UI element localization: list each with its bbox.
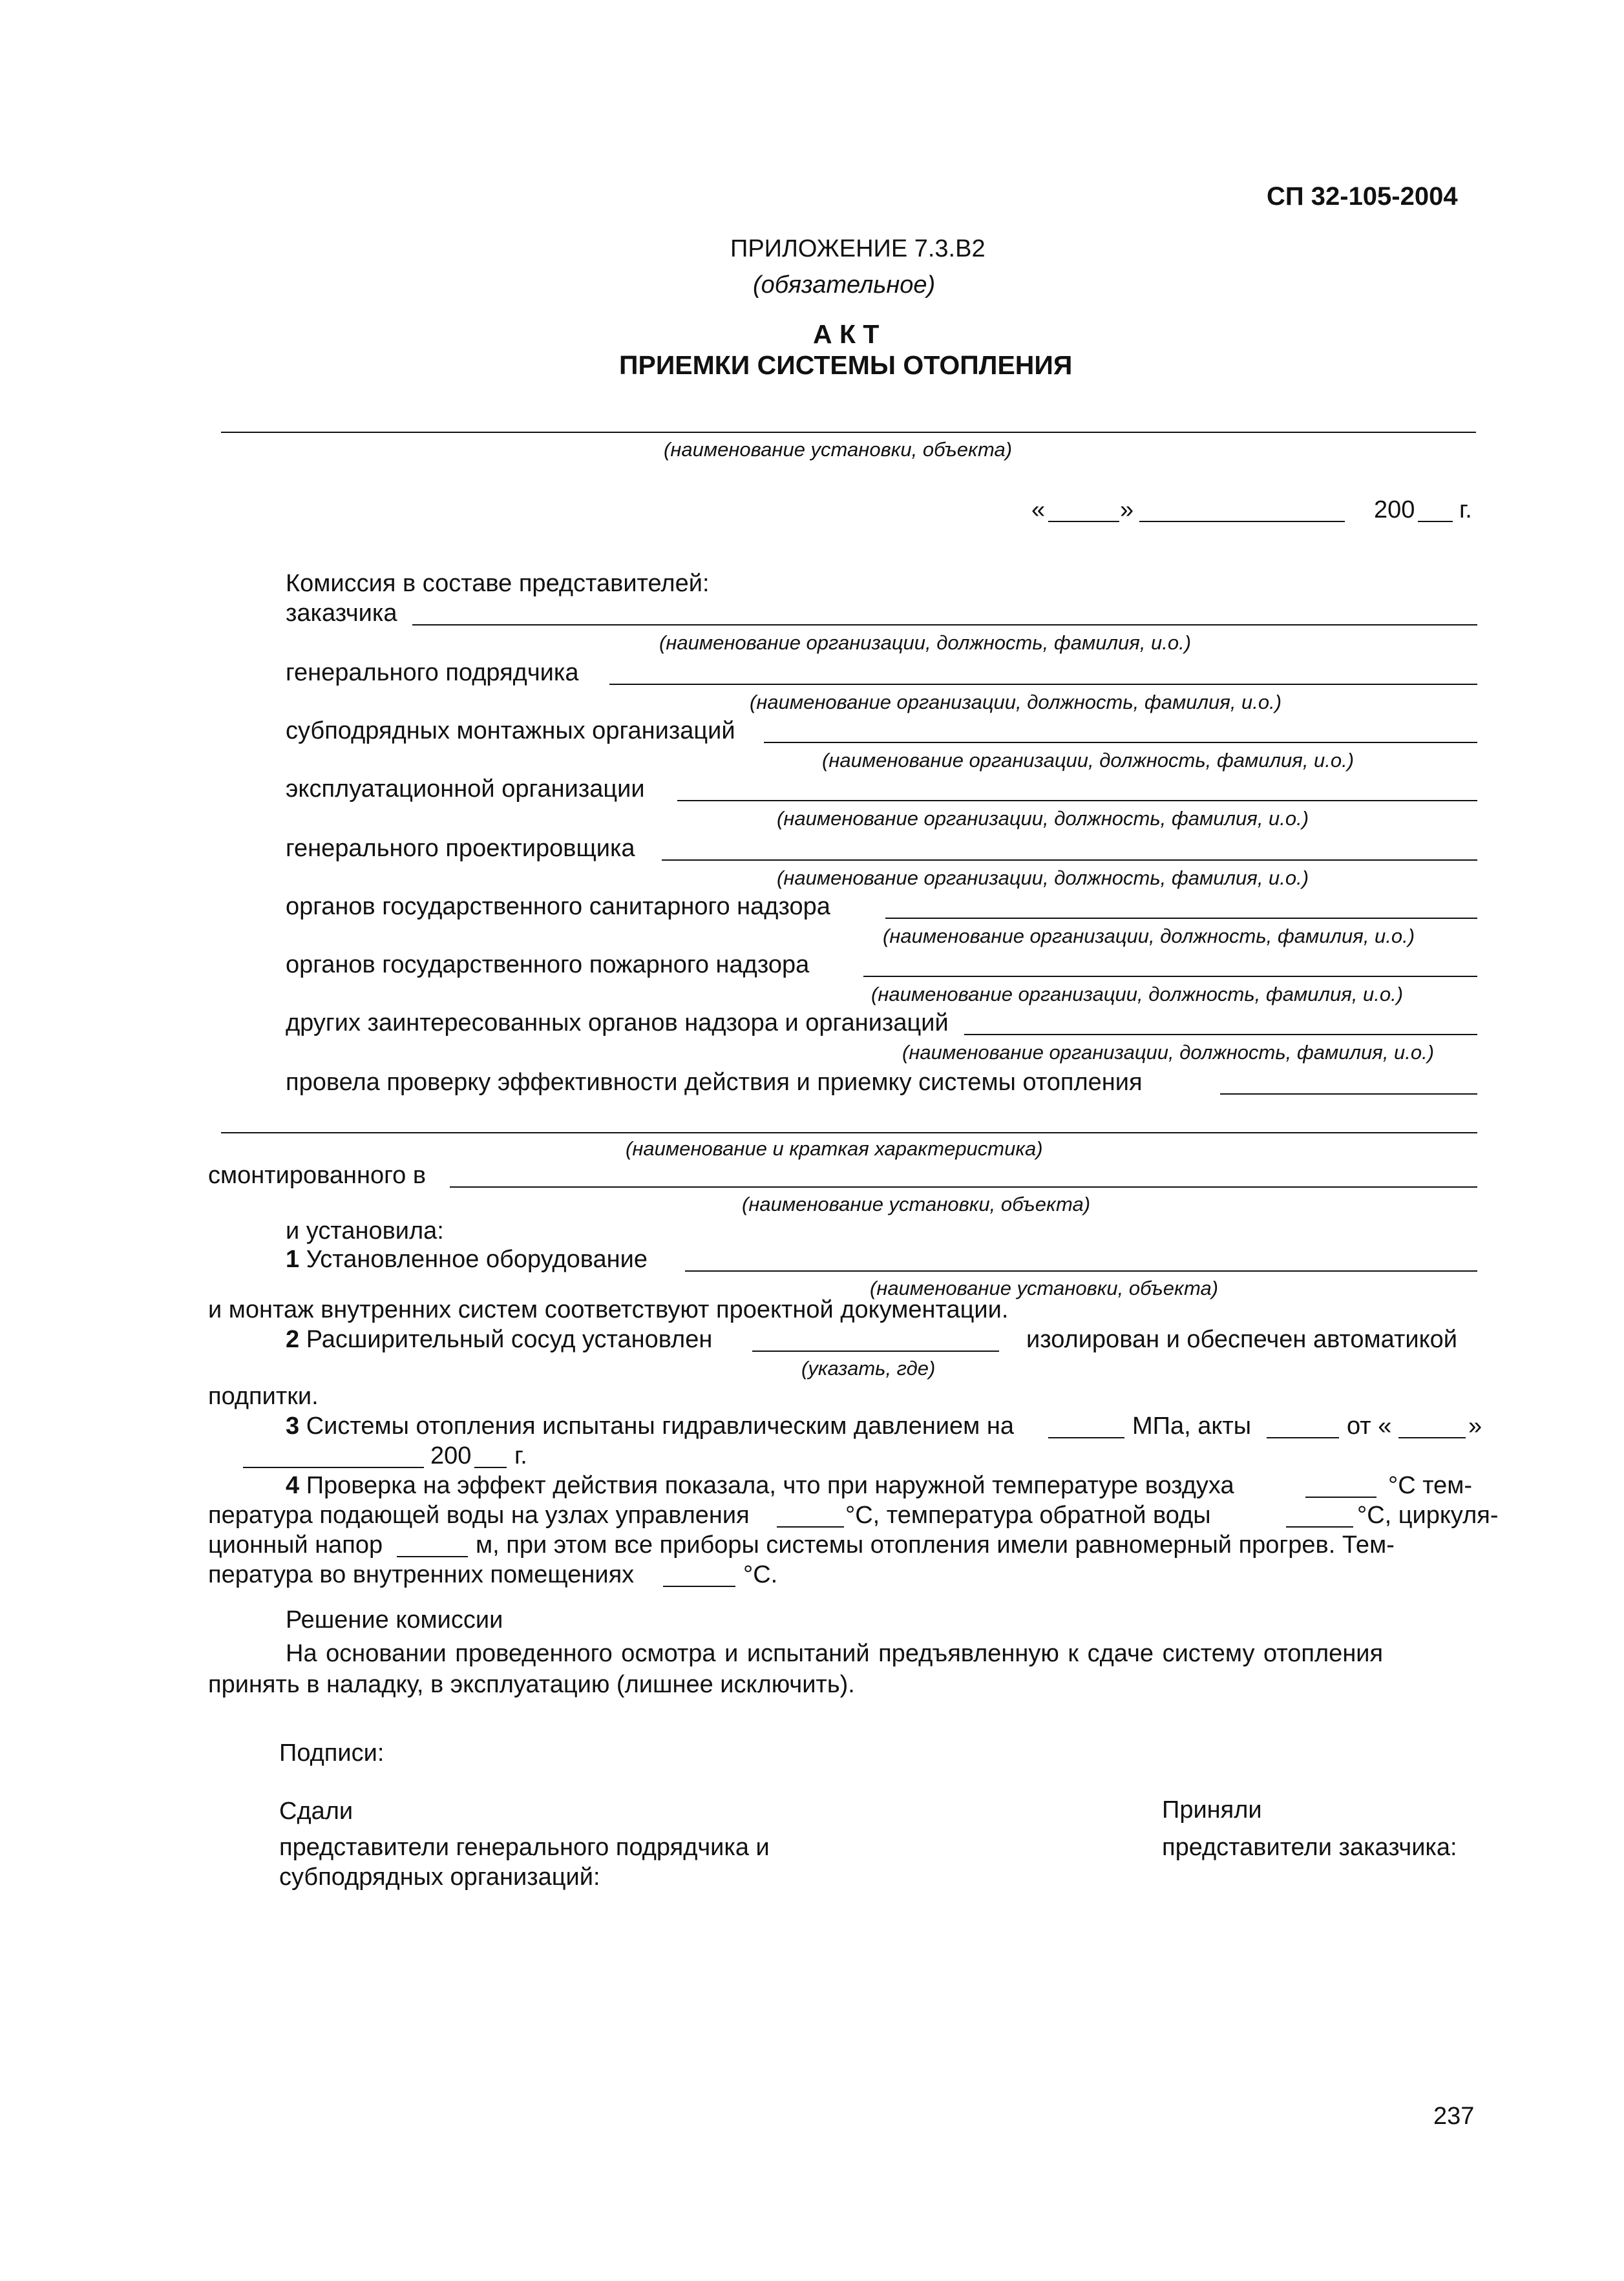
item-3-pressure-line: [1048, 1437, 1124, 1438]
date-year-line: [1418, 521, 1453, 522]
check-statement-line: [1220, 1093, 1477, 1095]
decision-line-1: На основании проведенного осмотра и испытаний предъявленную к сдаче систему отопления: [286, 1640, 1384, 1667]
member-fire-supervision: органов государственного пожарного надзора: [286, 951, 810, 978]
system-description-caption: (наименование и краткая характеристика): [626, 1137, 1043, 1160]
signatures-title: Подписи:: [279, 1740, 385, 1767]
member-operator: эксплуатационной организации: [286, 775, 645, 803]
item-3-year-line: [474, 1467, 507, 1468]
item-3-g: г.: [514, 1442, 527, 1469]
member-other-bodies-line: [964, 1034, 1477, 1035]
item-3-year: 200: [430, 1442, 472, 1469]
member-fire-supervision-line: [863, 976, 1477, 977]
item-3-act-line: [1267, 1437, 1339, 1438]
mounted-in-label: смонтированного в: [208, 1162, 427, 1189]
item-1-caption: (наименование установки, объекта): [870, 1277, 1219, 1299]
appendix-label: ПРИЛОЖЕНИЕ 7.3.В2: [730, 235, 986, 262]
member-other-bodies: других заинтересованных органов надзора и организаций: [286, 1009, 949, 1036]
item-3-text-a: Системы отопления испытаны гидравлическим давлением на: [306, 1413, 1014, 1440]
item-2-continuation: подпитки.: [208, 1383, 319, 1410]
date-month-line: [1139, 521, 1345, 522]
item-2-line: [752, 1351, 999, 1352]
member-subcontractors: субподрядных монтажных организаций: [286, 717, 735, 744]
member-customer-line: [412, 624, 1477, 625]
item-4-line4-b: °С.: [743, 1561, 778, 1588]
item-3-number: 3: [286, 1413, 300, 1440]
member-subcontractors-caption: (наименование организации, должность, фамилия, и.о.): [822, 749, 1355, 772]
member-sanitary-supervision-line: [885, 918, 1477, 919]
document-code: СП 32-105-2004: [1267, 182, 1458, 211]
accepted-heading: Приняли: [1162, 1796, 1262, 1824]
member-subcontractors-line: [764, 742, 1477, 743]
item-3-text-b: МПа, акты: [1132, 1413, 1252, 1440]
item-4-number: 4: [286, 1472, 300, 1499]
member-general-contractor-line: [609, 684, 1477, 685]
item-3-text-c: от «: [1347, 1413, 1392, 1440]
handed-over-line-1: представители генерального подрядчика и: [279, 1834, 770, 1861]
item-2-caption: (указать, где): [801, 1357, 936, 1380]
date-open-quote: «: [1031, 496, 1046, 523]
member-fire-supervision-caption: (наименование организации, должность, фамилия, и.о.): [871, 983, 1404, 1005]
item-4-line3-a: ционный напор: [208, 1531, 383, 1559]
act-title-2: ПРИЕМКИ СИСТЕМЫ ОТОПЛЕНИЯ: [619, 350, 1073, 380]
mounted-in-line: [450, 1186, 1477, 1188]
item-4-indoor-temp-line: [663, 1586, 735, 1587]
mounted-in-caption: (наименование установки, объекта): [742, 1193, 1091, 1215]
item-4-line2-a: пература подающей воды на узлах управления: [208, 1502, 750, 1529]
item-4-line2-c: °С, циркуля-: [1357, 1502, 1499, 1529]
member-customer-caption: (наименование организации, должность, фамилия, и.о.): [659, 631, 1192, 654]
item-4-line3-b: м, при этом все приборы системы отопления имели равномерный прогрев. Тем-: [476, 1531, 1395, 1559]
decision-line-2: принять в наладку, в эксплуатацию (лишнее исключить).: [208, 1671, 855, 1698]
handed-over-line-2: субподрядных организаций:: [279, 1864, 600, 1891]
member-operator-caption: (наименование организации, должность, фамилия, и.о.): [777, 807, 1309, 830]
member-sanitary-supervision-caption: (наименование организации, должность, фамилия, и.о.): [883, 925, 1415, 947]
item-2-number: 2: [286, 1326, 300, 1353]
member-sanitary-supervision: органов государственного санитарного надзора: [286, 893, 830, 920]
member-general-designer-caption: (наименование организации, должность, фамилия, и.о.): [777, 867, 1309, 889]
member-general-designer-line: [662, 859, 1477, 861]
system-description-line: [221, 1132, 1477, 1133]
member-general-contractor: генерального подрядчика: [286, 659, 579, 686]
object-name-line: [221, 432, 1476, 433]
item-1-number: 1: [286, 1246, 300, 1273]
item-4-line2-b: °С, температура обратной воды: [845, 1502, 1211, 1529]
object-name-caption: (наименование установки, объекта): [664, 438, 1013, 461]
item-3-text-d: »: [1468, 1413, 1482, 1440]
item-1-text: Установленное оборудование: [306, 1246, 648, 1273]
decision-title: Решение комиссии: [286, 1606, 503, 1634]
item-4-line4-a: пература во внутренних помещениях: [208, 1561, 635, 1588]
item-1-continuation: и монтаж внутренних систем соответствуют проектной документации.: [208, 1296, 1009, 1323]
accepted-line-1: представители заказчика:: [1162, 1834, 1457, 1861]
date-year-prefix: 200: [1374, 496, 1415, 523]
commission-intro: Комиссия в составе представителей:: [286, 570, 710, 597]
item-3-month-line: [243, 1467, 424, 1468]
item-4-line1-b: °С тем-: [1388, 1472, 1473, 1499]
established-label: и установила:: [286, 1217, 444, 1245]
member-general-contractor-caption: (наименование организации, должность, фамилия, и.о.): [750, 691, 1282, 713]
member-general-designer: генерального проектировщика: [286, 835, 635, 862]
date-close-quote: »: [1120, 496, 1134, 523]
appendix-status: (обязательное): [753, 271, 936, 299]
handed-over-heading: Сдали: [279, 1798, 353, 1825]
member-other-bodies-caption: (наименование организации, должность, фамилия, и.о.): [902, 1041, 1435, 1064]
item-4-pressure-head-line: [397, 1556, 468, 1557]
item-4-outdoor-temp-line: [1305, 1497, 1376, 1498]
item-3-day-line: [1398, 1437, 1466, 1438]
member-customer: заказчика: [286, 600, 397, 627]
item-2-text-a: Расширительный сосуд установлен: [306, 1326, 713, 1353]
date-year-suffix: г.: [1459, 496, 1472, 523]
item-4-supply-temp-line: [777, 1526, 844, 1528]
page-number: 237: [1433, 2103, 1475, 2130]
item-1-line: [685, 1270, 1477, 1272]
member-operator-line: [677, 800, 1477, 801]
item-4-line1-a: Проверка на эффект действия показала, что при наружной температуре воздуха: [306, 1472, 1234, 1499]
date-day-line: [1048, 521, 1119, 522]
item-2-text-b: изолирован и обеспечен автоматикой: [1026, 1326, 1458, 1353]
check-statement: провела проверку эффективности действия и приемку системы отопления: [286, 1069, 1143, 1096]
item-4-return-temp-line: [1286, 1526, 1353, 1528]
act-title-1: А К Т: [813, 319, 880, 349]
